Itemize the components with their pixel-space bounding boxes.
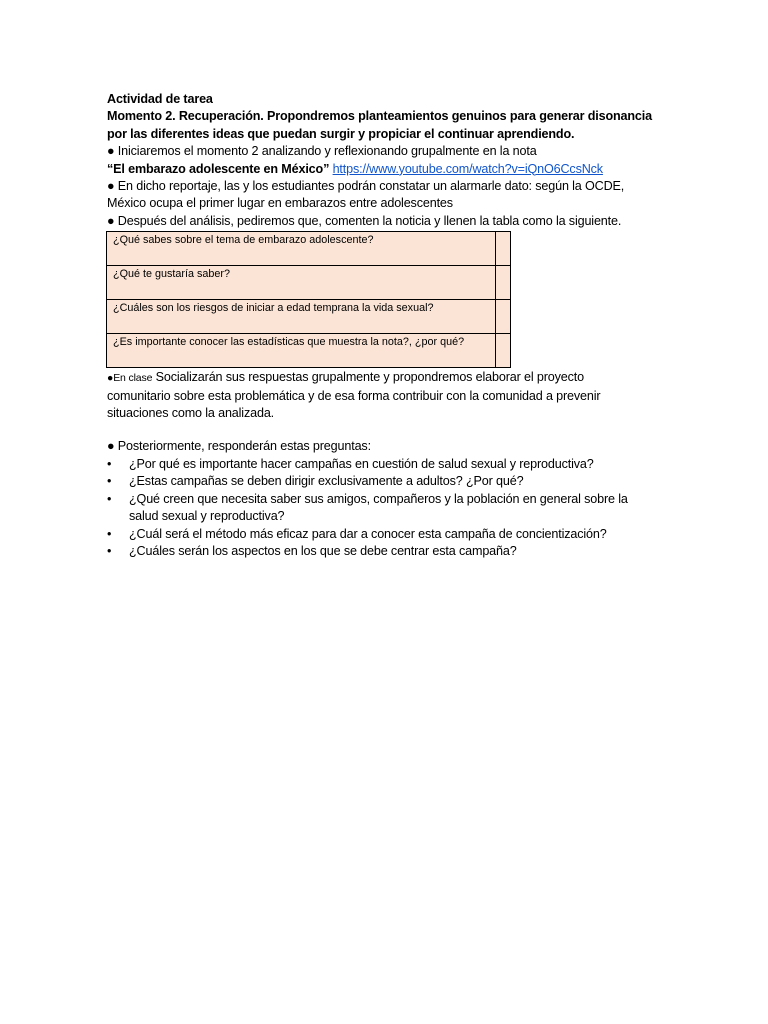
youtube-link[interactable]: https://www.youtube.com/watch?v=iQnO6CcsNck — [332, 161, 603, 176]
momento-heading-line-2: por las diferentes ideas que puedan surgir y propiciar el continuar aprendiendo. — [107, 126, 575, 141]
momento-heading-line-1: Momento 2. Recuperación. Propondremos planteamientos genuinos para generar disonancia — [107, 109, 652, 124]
note-reference — [107, 161, 652, 178]
bullet-icon: • — [107, 491, 112, 506]
table-question-cell: ¿Cuáles son los riesgos de iniciar a edad temprana la vida sexual? — [107, 300, 496, 334]
table-question-cell: ¿Es importante conocer las estadísticas que muestra la nota?, ¿por qué? — [107, 334, 496, 368]
list-item — [107, 526, 652, 543]
posteriormente-intro: ● Posteriormente, responderán estas preguntas: — [107, 439, 371, 454]
bullet-icon: • — [107, 543, 112, 558]
table-row — [107, 334, 511, 368]
table-row — [107, 232, 511, 266]
bullet-icon: • — [107, 526, 112, 541]
list-item-continuation — [107, 508, 652, 525]
document-body — [107, 91, 652, 560]
table-row — [107, 266, 511, 300]
en-clase-marker: ●En clase — [107, 372, 153, 385]
questions-table — [106, 231, 511, 368]
intro-bullet: ● Iniciaremos el momento 2 analizando y reflexionando grupalmente en la nota — [107, 144, 537, 159]
en-clase-line-2: comunitario sobre esta problemática y de esa forma contribuir con la comunidad a prevenir — [107, 388, 601, 403]
en-clase-text-1: Socializarán sus respuestas grupalmente y propondremos elaborar el proyecto — [152, 370, 584, 385]
list-item-text: ¿Estas campañas se deben dirigir exclusivamente a adultos? ¿Por qué? — [129, 474, 524, 489]
note-title: “El embarazo adolescente en México” — [107, 161, 330, 176]
table-answer-cell[interactable] — [496, 334, 511, 368]
questions-list — [107, 456, 652, 560]
bullet-icon: • — [107, 474, 112, 489]
report-bullet-line-2: México ocupa el primer lugar en embarazos entre adolescentes — [107, 196, 453, 211]
table-answer-cell[interactable] — [496, 232, 511, 266]
list-item — [107, 473, 652, 490]
activity-title: Actividad de tarea — [107, 92, 213, 106]
bullet-icon: • — [107, 456, 112, 471]
paragraph-gap — [107, 422, 652, 438]
table-question-cell: ¿Qué sabes sobre el tema de embarazo adolescente? — [107, 232, 496, 266]
list-item — [107, 543, 652, 560]
table-question-cell: ¿Qué te gustaría saber? — [107, 266, 496, 300]
list-item — [107, 491, 652, 508]
list-item-text: salud sexual y reproductiva? — [129, 509, 285, 524]
analysis-bullet: ● Después del análisis, pediremos que, comenten la noticia y llenen la tabla como la siguiente. — [107, 213, 622, 228]
table-answer-cell[interactable] — [496, 300, 511, 334]
list-item-text: ¿Por qué es importante hacer campañas en cuestión de salud sexual y reproductiva? — [129, 456, 594, 471]
list-item-text: ¿Cuáles serán los aspectos en los que se debe centrar esta campaña? — [129, 543, 517, 558]
list-item-text: ¿Qué creen que necesita saber sus amigos, compañeros y la población en general sobre la — [129, 491, 628, 506]
table-row — [107, 300, 511, 334]
en-clase-line-3: situaciones como la analizada. — [107, 406, 275, 421]
list-item-text: ¿Cuál será el método más eficaz para dar a conocer esta campaña de concientización? — [129, 526, 607, 541]
en-clase-line-1 — [107, 369, 652, 387]
report-bullet-line-1: ● En dicho reportaje, las y los estudiantes podrán constatar un alarmarle dato: según la OCDE, — [107, 179, 625, 194]
list-item — [107, 456, 652, 473]
table-answer-cell[interactable] — [496, 266, 511, 300]
